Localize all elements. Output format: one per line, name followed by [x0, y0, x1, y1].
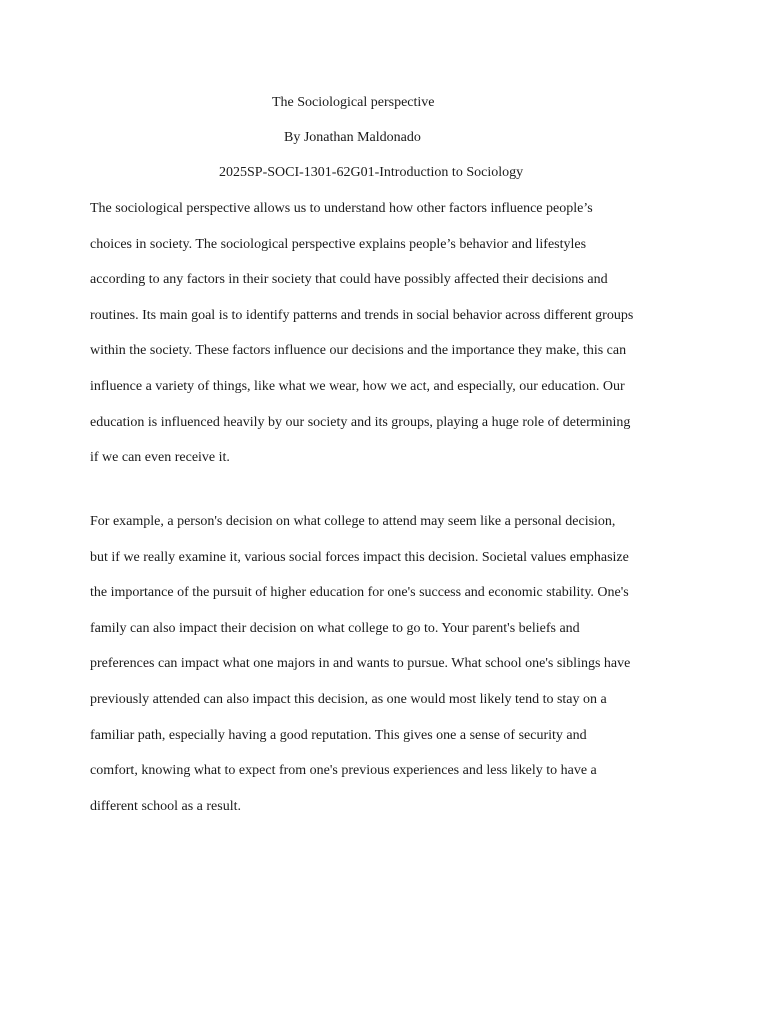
paragraph-line: influence a variety of things, like what we wear, how we act, and especially, our education. Our — [90, 378, 625, 394]
document-title: The Sociological perspective — [272, 95, 435, 110]
paragraph-line: routines. Its main goal is to identify patterns and trends in social behavior across different groups — [90, 307, 634, 323]
paragraph-line: according to any factors in their society that could have possibly affected their decisions and — [90, 272, 608, 288]
paragraph-line: previously attended can also impact this decision, as one would most likely tend to stay on a — [90, 691, 607, 707]
paragraph-line: if we can even receive it. — [90, 450, 230, 466]
paragraph-line: family can also impact their decision on what college to go to. Your parent's beliefs and — [90, 620, 580, 636]
paragraph-line: the importance of the pursuit of higher education for one's success and economic stability. One's — [90, 585, 629, 601]
paragraph-line: comfort, knowing what to expect from one's previous experiences and less likely to have a — [90, 763, 597, 779]
paragraph-line: within the society. These factors influence our decisions and the importance they make, this can — [90, 343, 627, 359]
course-line: 2025SP-SOCI-1301-62G01-Introduction to Sociology — [219, 165, 524, 180]
paragraph-line: education is influenced heavily by our society and its groups, playing a huge role of determining — [90, 414, 631, 430]
paragraph-line: preferences can impact what one majors in and wants to pursue. What school one's siblings have — [90, 656, 631, 672]
paragraph-line: familiar path, especially having a good reputation. This gives one a sense of security and — [90, 727, 587, 743]
paragraph-1 — [90, 191, 690, 476]
author-line: By Jonathan Maldonado — [284, 130, 421, 145]
paragraph-line: For example, a person's decision on what college to attend may seem like a personal decision, — [90, 514, 616, 529]
paragraph-2 — [90, 504, 690, 824]
paragraph-line: The sociological perspective allows us to understand how other factors influence people’s — [90, 201, 593, 216]
paragraph-line: different school as a result. — [90, 798, 241, 814]
paragraph-line: choices in society. The sociological perspective explains people’s behavior and lifestyles — [90, 236, 587, 252]
paragraph-line: but if we really examine it, various social forces impact this decision. Societal values emphasize — [90, 549, 629, 565]
